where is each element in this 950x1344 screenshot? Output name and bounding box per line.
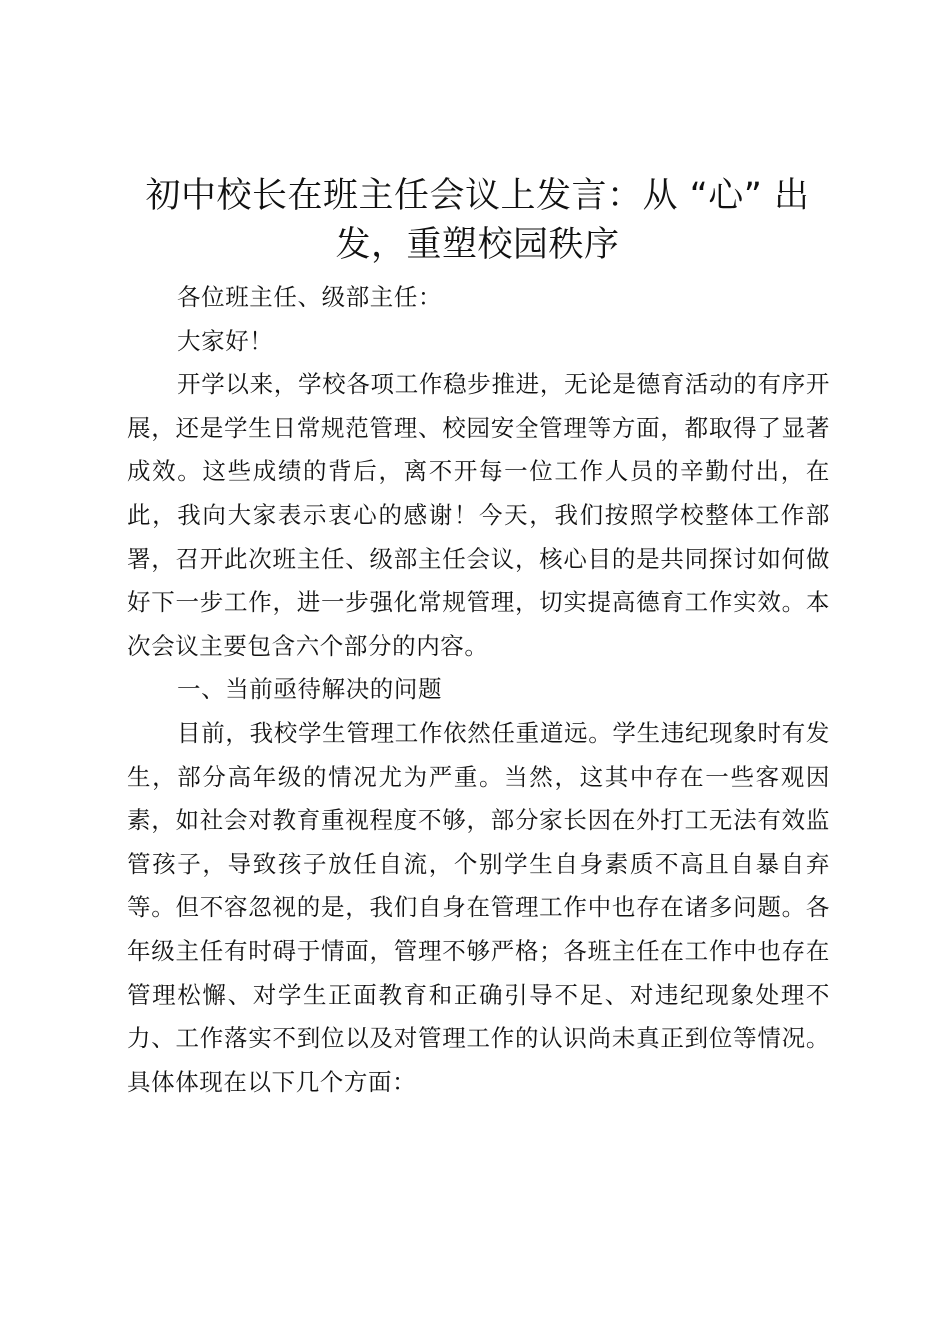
salutation: 各位班主任、级部主任： <box>177 283 443 311</box>
document-title: 初中校长在班主任会议上发言：从 “心” 出发，重塑校园秩序 <box>145 176 810 265</box>
section-heading-1: 一、当前亟待解决的问题 <box>177 675 443 704</box>
opening-paragraph: 开学以来，学校各项工作稳步推进，无论是德育活动的有序开展，还是学生日常规范管理、校园安全管理等方面，都取得了显著成效。这些成绩的背后，离不开每一位工作人员的辛勤付出，在此，我向大家表示衷心的感谢！今天，我们按照学校整体工作部署，召开此次班主任、级部主任会议，核心目的是共同探讨如何做好下一步工作，进一步强化常规管理，切实提高德育工作实效。本次会议主要包含六个部分的内容。 <box>127 370 830 660</box>
problems-paragraph: 目前，我校学生管理工作依然任重道远。学生违纪现象时有发生，部分高年级的情况尤为严重。当然，这其中存在一些客观因素，如社会对教育重视程度不够，部分家长因在外打工无法有效监管孩子，导致孩子放任自流，个别学生自身素质不高且自暴自弃等。但不容忽视的是，我们自身在管理工作中也存在诸多问题。各年级主任有时碍于情面，管理不够严格；各班主任在工作中也存在管理松懈、对学生正面教育和正确引导不足、对违纪现象处理不力、工作落实不到位以及对管理工作的认识尚未真正到位等情况。具体体现在以下几个方面： <box>127 718 830 1096</box>
greeting: 大家好！ <box>177 326 274 355</box>
document-body <box>127 276 830 1104</box>
